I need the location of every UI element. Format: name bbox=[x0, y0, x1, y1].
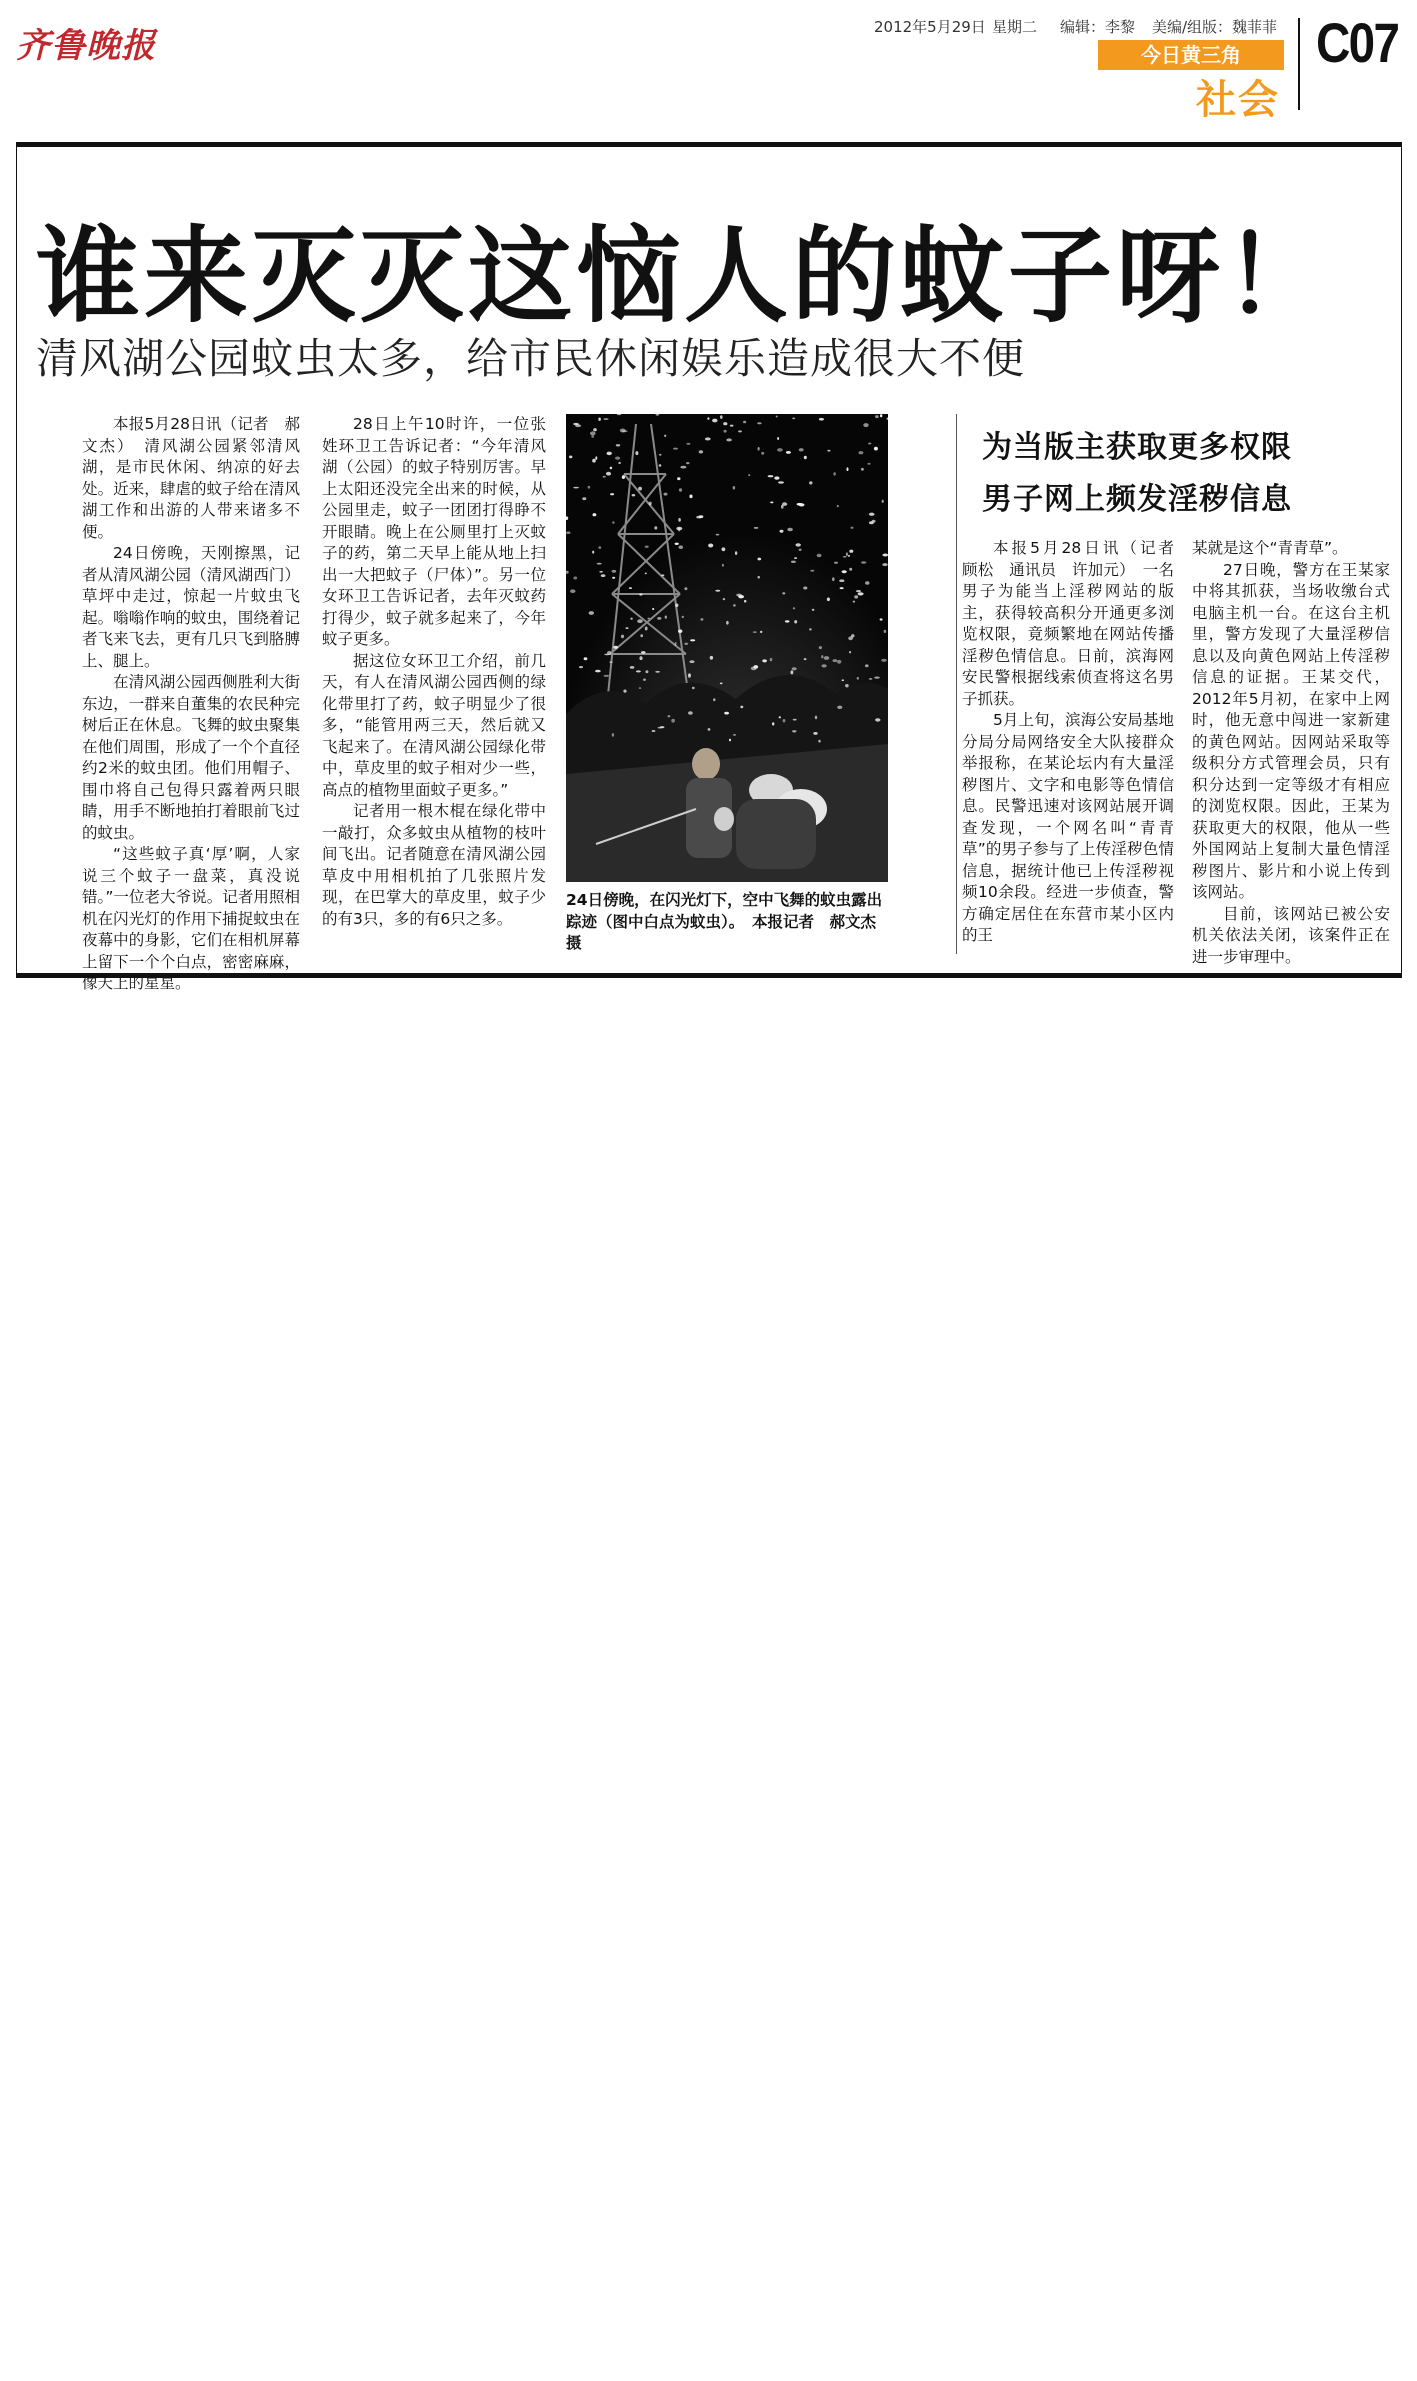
mosquito-dot bbox=[837, 505, 839, 507]
header-divider bbox=[1298, 18, 1300, 110]
mosquito-dot bbox=[652, 730, 656, 732]
mosquito-dot bbox=[729, 739, 731, 742]
mosquito-dot bbox=[785, 620, 790, 622]
mosquito-dot bbox=[861, 561, 866, 564]
mosquito-dot bbox=[726, 438, 732, 441]
mosquito-dot bbox=[791, 670, 794, 674]
mosquito-dot bbox=[817, 554, 822, 557]
mosquito-dot bbox=[882, 500, 884, 503]
mosquito-dot bbox=[754, 527, 759, 529]
mosquito-dot bbox=[733, 486, 735, 490]
mosquito-dot bbox=[833, 659, 838, 662]
sidebar-headline-1: 为当版主获取更多权限 bbox=[982, 430, 1292, 465]
mosquito-dot bbox=[786, 451, 791, 454]
mosquito-dot bbox=[842, 570, 847, 573]
mosquito-dot bbox=[777, 448, 783, 452]
mosquito-dot bbox=[819, 646, 822, 649]
mosquito-dot bbox=[827, 450, 830, 452]
mosquito-dot bbox=[780, 530, 784, 533]
mosquito-dot bbox=[639, 687, 642, 689]
paragraph: 某就是这个“青青草”。 bbox=[1192, 539, 1348, 557]
mosquito-dot bbox=[854, 595, 858, 598]
mosquito-dot bbox=[869, 678, 873, 680]
mosquito-dot bbox=[776, 416, 778, 418]
mosquito-dot bbox=[723, 422, 727, 425]
mosquito-dot bbox=[679, 488, 682, 491]
mosquito-dot bbox=[774, 476, 779, 479]
mosquito-dot bbox=[849, 568, 852, 571]
mosquito-dot bbox=[603, 476, 606, 478]
mosquito-dot bbox=[842, 679, 844, 681]
sidebar-column-1 bbox=[962, 538, 1190, 947]
mosquito-dot bbox=[772, 722, 774, 725]
mosquito-dot bbox=[803, 587, 807, 590]
mosquito-dot bbox=[699, 515, 704, 518]
mosquito-dot bbox=[743, 421, 746, 423]
mosquito-dot bbox=[875, 415, 879, 418]
mosquito-dot bbox=[859, 451, 864, 454]
mosquito-dot bbox=[813, 732, 817, 735]
mosquito-dot bbox=[592, 551, 594, 554]
mosquito-dot bbox=[664, 493, 668, 496]
mosquito-dot bbox=[733, 734, 736, 736]
mosquito-dot bbox=[643, 679, 646, 681]
mosquito-dot bbox=[655, 671, 660, 673]
mosquito-dot bbox=[849, 550, 853, 553]
mosquito-dot bbox=[615, 457, 620, 460]
mosquito-dot bbox=[595, 456, 597, 459]
mosquito-dot bbox=[760, 631, 762, 633]
mosquito-dot bbox=[649, 502, 652, 506]
mosquito-dot bbox=[833, 472, 836, 475]
mosquito-dot bbox=[770, 502, 773, 504]
mosquito-dot bbox=[791, 561, 796, 563]
mosquito-dot bbox=[858, 592, 864, 595]
mosquito-dot bbox=[792, 730, 796, 732]
mosquito-dot bbox=[613, 646, 618, 649]
mosquito-dot bbox=[874, 677, 880, 679]
mosquito-dot bbox=[758, 576, 760, 579]
mosquito-dot bbox=[678, 630, 682, 633]
mosquito-dot bbox=[738, 430, 742, 432]
mosquito-dot bbox=[783, 719, 786, 722]
mosquito-dot bbox=[630, 666, 635, 669]
mosquito-dot bbox=[819, 418, 824, 421]
mosquito-dot bbox=[874, 447, 878, 451]
mosquito-dot bbox=[688, 674, 691, 678]
mosquito-dot bbox=[688, 711, 693, 715]
mosquito-dot bbox=[686, 462, 689, 464]
mosquito-dot bbox=[797, 503, 803, 506]
mosquito-dot bbox=[641, 651, 646, 654]
mosquito-dot bbox=[588, 486, 591, 489]
mosquito-dot bbox=[639, 594, 642, 596]
mosquito-dot bbox=[593, 428, 597, 431]
mosquito-dot bbox=[715, 590, 720, 592]
mosquito-dot bbox=[686, 443, 690, 445]
mosquito-dot bbox=[699, 450, 703, 453]
mosquito-dot bbox=[758, 558, 762, 561]
sidebar-headline-2: 男子网上频发淫秽信息 bbox=[982, 482, 1292, 517]
mosquito-dot bbox=[607, 651, 611, 655]
paragraph: 27日晚，警方在王某家中将其抓获，当场收缴台式电脑主机一台。在这台主机里，警方发现了大量淫秽信息以及向黄色网站上传淫秽信息的证据。王某交代，2012年5月初，在家中上网时，他无意中闯进一家新建的黄色网站。因网站采取等级积分方式管理会员，只有积分达到一定等级才有相应的浏览权限。因此，王某为获取更大的权限，他从一些外国网站上复制大量色情淫秽图片、影片和小说上传到该网站。 bbox=[1192, 560, 1390, 901]
designer-credit: 美编/组版：魏菲菲 bbox=[1152, 18, 1278, 36]
mosquito-dot bbox=[636, 670, 641, 672]
mosquito-dot bbox=[652, 608, 654, 610]
mosquito-dot bbox=[690, 639, 695, 641]
article-subheadline: 清风湖公园蚊虫太多，给市民休闲娱乐造成很大不便 bbox=[36, 334, 1026, 383]
paragraph: “这些蚊子真‘厚’啊，人家说三个蚊子一盘菜，真没说错。”一位老大爷说。记者用照相机在闪光灯的作用下捕捉蚊虫在夜幕中的身影，它们在相机屏幕上留下一个个白点，密密麻麻，像天上的星星。 bbox=[82, 845, 300, 992]
editor-credit: 编辑：李黎 bbox=[1060, 18, 1136, 36]
mosquito-dot bbox=[570, 589, 575, 593]
mosquito-dot bbox=[793, 607, 795, 609]
paragraph: 本报5月28日讯（记者 顾松 通讯员 许加元） 一名男子为能当上淫秽网站的版主，获得较高积分开通更多浏览权限，竟频繁地在网站传播淫秽色情信息。日前，滨海网安民警根据线索侦查将这名男子抓获。 bbox=[962, 539, 1190, 708]
mosquito-dot bbox=[589, 611, 594, 615]
mosquito-dot bbox=[668, 715, 671, 717]
paragraph: 28日上午10时许，一位张姓环卫工告诉记者：“今年清风湖（公园）的蚊子特别厉害。早上太阳还没完全出来的时候，从公园里走，蚊子一团团打得睁不开眼睛。晚上在公厕里打上灭蚊子的药，第二天早上能从地上扫出一大把蚊子（尸体）”。另一位女环卫工告诉记者，去年灭蚊药打得少，蚊子就多起来了，今年蚊子更多。 bbox=[322, 415, 546, 648]
mosquito-dot bbox=[665, 616, 667, 619]
paragraph: 记者用一根木棍在绿化带中一敲打，众多蚊虫从植物的枝叶间飞出。记者随意在清风湖公园草皮中用相机拍了几张照片发现，在巴掌大的草皮里，蚊子少的有3只，多的有6只之多。 bbox=[322, 802, 546, 928]
mosquito-dot bbox=[664, 435, 666, 437]
mosquito-dot bbox=[622, 475, 625, 479]
mosquito-dot bbox=[875, 718, 880, 721]
mosquito-dot bbox=[778, 481, 784, 483]
mosquito-dot bbox=[604, 675, 610, 677]
mosquito-dot bbox=[671, 719, 675, 723]
mosquito-dot bbox=[792, 667, 797, 670]
mosquito-dot bbox=[720, 415, 723, 419]
mosquito-dot bbox=[659, 454, 661, 456]
mosquito-dot bbox=[584, 657, 588, 660]
mosquito-dot bbox=[818, 740, 820, 743]
mosquito-dot bbox=[645, 670, 648, 673]
mosquito-dot bbox=[837, 660, 841, 664]
mosquito-dot bbox=[708, 544, 713, 548]
mosquito-dot bbox=[762, 659, 767, 662]
mosquito-dot bbox=[799, 448, 804, 451]
mosquito-dot bbox=[592, 459, 596, 463]
mosquito-dot bbox=[612, 521, 614, 523]
mosquito-dot bbox=[748, 474, 750, 476]
mosquito-dot bbox=[675, 543, 679, 545]
mosquito-dot bbox=[724, 430, 727, 433]
mosquito-dot bbox=[599, 571, 603, 573]
mosquito-dot bbox=[857, 677, 859, 680]
mosquito-dot bbox=[612, 577, 615, 579]
mosquito-dot bbox=[601, 574, 606, 577]
mosquito-dot bbox=[722, 547, 726, 551]
mosquito-dot bbox=[606, 472, 611, 476]
paragraph: 目前，该网站已被公安机关依法关闭，该案件正在进一步审理中。 bbox=[1192, 904, 1390, 966]
mosquito-dot bbox=[730, 425, 734, 427]
mosquito-dot bbox=[768, 475, 774, 477]
mosquito-dot bbox=[677, 477, 680, 480]
mosquito-dot bbox=[659, 464, 662, 466]
mosquito-dot bbox=[832, 577, 835, 581]
mosquito-dot bbox=[630, 618, 632, 620]
mosquito-dot bbox=[708, 728, 711, 731]
mosquito-dot bbox=[616, 444, 620, 446]
section-tag: 今日黄三角 bbox=[1098, 40, 1284, 70]
paragraph: 5月上旬，滨海公安局基地分局分局网络安全大队接群众举报称，在某论坛内有大量淫秽图片、文字和电影等色情信息。民警迅速对该网站展开调查发现，一个网名叫“青青草”的男子参与了上传淫秽色情信息，据统计他已上传淫秽视频10余段。经进一步侦查，警方确定居住在东营市某小区内的王 bbox=[962, 711, 1174, 944]
mosquito-dot bbox=[869, 521, 874, 524]
paragraph: 据这位女环卫工介绍，前几天，有人在清风湖公园西侧的绿化带里打了药，蚊子明显少了很多，“能管用两三天，然后就又飞起来了。在清风湖公园绿化带中，草皮里的蚊子相对少一些，高点的植物里面蚊子更多。” bbox=[322, 651, 546, 799]
issue-date: 2012年5月29日 bbox=[874, 18, 986, 36]
mosquito-dot bbox=[794, 620, 797, 623]
mosquito-dot bbox=[707, 417, 709, 420]
mosquito-dot bbox=[590, 431, 596, 435]
mosquito-dot bbox=[787, 528, 793, 531]
mosquito-dot bbox=[782, 502, 787, 506]
mosquito-dot bbox=[837, 706, 842, 709]
mosquito-dot bbox=[853, 601, 855, 603]
mosquito-dot bbox=[724, 712, 729, 715]
mosquito-dot bbox=[623, 690, 626, 693]
mosquito-dot bbox=[640, 634, 643, 637]
mosquito-dot bbox=[804, 456, 807, 459]
mosquito-dot bbox=[658, 727, 663, 729]
mosquito-dot bbox=[610, 467, 612, 470]
mosquito-dot bbox=[595, 670, 601, 673]
mosquito-dot bbox=[593, 513, 597, 516]
mosquito-dot bbox=[812, 609, 815, 611]
mosquito-dot bbox=[598, 546, 601, 549]
mosquito-dot bbox=[678, 518, 681, 522]
mosquito-dot bbox=[612, 733, 614, 737]
mosquito-dot bbox=[573, 487, 579, 489]
mosquito-dot bbox=[884, 630, 887, 633]
photo-illustration bbox=[566, 414, 888, 882]
mosquito-dot bbox=[880, 414, 882, 417]
mosquito-dot bbox=[744, 600, 746, 603]
mosquito-dot bbox=[851, 527, 854, 529]
mosquito-dot bbox=[849, 651, 851, 653]
article-column-2 bbox=[322, 414, 546, 930]
mosquito-dot bbox=[824, 656, 830, 660]
mosquito-dot bbox=[848, 636, 853, 640]
mosquito-dot bbox=[794, 557, 797, 559]
mosquito-dot bbox=[635, 451, 638, 455]
mosquito-dot bbox=[882, 554, 888, 557]
mosquito-dot bbox=[845, 684, 849, 687]
mosquito-dot bbox=[713, 698, 715, 701]
mosquito-dot bbox=[804, 658, 807, 660]
mosquito-dot bbox=[684, 587, 687, 590]
mosquito-dot bbox=[846, 552, 848, 556]
mosquito-dot bbox=[738, 595, 744, 598]
mosquito-dot bbox=[821, 655, 823, 658]
mosquito-dot bbox=[753, 631, 757, 633]
sidebar-column-2 bbox=[1192, 538, 1390, 968]
mosquito-dot bbox=[839, 579, 844, 582]
mosquito-dot bbox=[639, 656, 642, 660]
mosquito-dot bbox=[675, 642, 677, 646]
mosquito-dot bbox=[682, 616, 684, 618]
mosquito-dot bbox=[869, 513, 875, 516]
newspaper-logo: 齐鲁晚报 bbox=[16, 26, 156, 66]
mosquito-dot bbox=[657, 617, 661, 620]
mosquito-dot bbox=[782, 592, 785, 594]
mosquito-dot bbox=[856, 590, 861, 592]
mosquito-dot bbox=[758, 447, 760, 451]
mosquito-dot bbox=[689, 495, 692, 499]
mosquito-dot bbox=[647, 618, 650, 620]
mosquito-dot bbox=[861, 468, 864, 471]
mosquito-dot bbox=[629, 587, 632, 589]
mosquito-dot bbox=[723, 598, 725, 600]
mosquito-dot bbox=[865, 581, 869, 584]
mosquito-dot bbox=[792, 418, 795, 420]
mosquito-dot bbox=[834, 562, 838, 564]
section-name: 社会 bbox=[1196, 77, 1280, 123]
mosquito-dot bbox=[716, 534, 720, 536]
mosquito-dot bbox=[710, 656, 713, 660]
mosquito-dot bbox=[582, 497, 586, 500]
mosquito-dot bbox=[863, 423, 868, 427]
mosquito-dot bbox=[700, 618, 703, 621]
photo-caption: 24日傍晚，在闪光灯下，空中飞舞的蚊虫露出踪迹（图中白点为蚊虫）。 本报记者 郝文杰 摄 bbox=[566, 891, 892, 952]
mosquito-dot bbox=[882, 563, 887, 566]
article-frame-right bbox=[1401, 147, 1402, 977]
mosquito-dot bbox=[654, 526, 657, 529]
mosquito-dot bbox=[881, 659, 887, 662]
mosquito-dot bbox=[726, 621, 729, 625]
article-headline: 谁来灭灭这恼人的蚊子呀！ bbox=[36, 215, 1333, 337]
mosquito-dot bbox=[569, 456, 572, 459]
mosquito-dot bbox=[796, 543, 801, 546]
mosquito-dot bbox=[609, 661, 612, 663]
mosquito-dot bbox=[680, 466, 686, 469]
mosquito-dot bbox=[848, 555, 850, 557]
mosquito-dot bbox=[815, 716, 817, 720]
mosquito-dot bbox=[843, 556, 847, 558]
mosquito-dot bbox=[607, 452, 612, 456]
mosquito-dot bbox=[598, 418, 601, 421]
mosquito-dot bbox=[777, 437, 779, 440]
mosquito-dot bbox=[822, 664, 827, 667]
mosquito-dot bbox=[793, 719, 797, 721]
paragraph: 24日傍晚，天刚擦黑，记者从清风湖公园（清风湖西门）草坪中走过，惊起一片蚊虫飞起。嗡嗡作响的蚊虫，围绕着记者飞来飞去，更有几只飞到胳膊上、腿上。 bbox=[82, 544, 300, 670]
mosquito-dot bbox=[880, 618, 883, 620]
mosquito-dot bbox=[867, 463, 870, 465]
issue-weekday: 星期二 bbox=[992, 18, 1038, 36]
mosquito-dot bbox=[626, 627, 629, 629]
mosquito-dot bbox=[679, 545, 684, 549]
mosquito-dot bbox=[622, 430, 628, 432]
mosquito-dot bbox=[684, 643, 688, 645]
mosquito-dot bbox=[597, 563, 602, 565]
mosquito-dot bbox=[827, 598, 830, 602]
mosquito-dot bbox=[661, 574, 664, 576]
mosquito-dot bbox=[740, 706, 743, 709]
article-column-1 bbox=[82, 414, 300, 995]
page-number: C07 bbox=[1316, 11, 1399, 74]
mosquito-dot bbox=[692, 687, 695, 689]
mosquito-dot bbox=[618, 462, 621, 464]
mosquito-dot bbox=[705, 437, 711, 440]
mosquito-night-photo bbox=[566, 414, 888, 882]
mosquito-dot bbox=[621, 635, 624, 639]
mosquito-dot bbox=[847, 467, 849, 471]
mosquito-dot bbox=[865, 664, 869, 667]
mosquito-dot bbox=[733, 604, 736, 607]
mosquito-dot bbox=[799, 549, 802, 551]
mosquito-dot bbox=[676, 527, 682, 531]
mosquito-dot bbox=[722, 564, 724, 567]
mosquito-dot bbox=[757, 422, 761, 424]
mosquito-dot bbox=[637, 619, 643, 623]
mosquito-dot bbox=[712, 419, 717, 423]
mosquito-dot bbox=[720, 683, 723, 685]
mosquito-dot bbox=[868, 443, 871, 445]
mosquito-dot bbox=[579, 666, 583, 668]
mosquito-dot bbox=[753, 665, 758, 669]
mosquito-dot bbox=[761, 452, 764, 455]
mosquito-dot bbox=[809, 628, 812, 630]
mosquito-dot bbox=[645, 573, 647, 575]
paragraph: 本报5月28日讯（记者 郝文杰） 清风湖公园紧邻清风湖，是市民休闲、纳凉的好去处。近来，肆虐的蚊子给在清风湖工作和出游的人带来诸多不便。 bbox=[82, 415, 300, 541]
paragraph: 在清风湖公园西侧胜利大街东边，一群来自董集的农民种完树后正在休息。飞舞的蚊虫聚集在他们周围，形成了一个个直径约2米的蚊虫团。他们用帽子、围巾将自己包得只露着两只眼睛，用手不断地拍打着眼前飞过的蚊虫。 bbox=[82, 673, 300, 842]
mosquito-dot bbox=[591, 435, 594, 437]
mosquito-dot bbox=[735, 551, 737, 555]
mosquito-dot bbox=[638, 487, 642, 491]
article-frame-top bbox=[16, 142, 1402, 147]
article-frame-left bbox=[16, 147, 17, 977]
mosquito-dot bbox=[809, 481, 812, 484]
mosquito-dot bbox=[603, 418, 608, 420]
mosquito-dot bbox=[575, 424, 581, 427]
mosquito-dot bbox=[770, 658, 773, 661]
mosquito-dot bbox=[566, 531, 570, 534]
sidebar-divider bbox=[956, 414, 957, 954]
mosquito-dot bbox=[612, 570, 617, 573]
mosquito-dot bbox=[675, 604, 678, 608]
mosquito-dot bbox=[840, 587, 844, 589]
mosquito-dot bbox=[645, 627, 648, 631]
mosquito-dot bbox=[779, 716, 781, 718]
mosquito-dot bbox=[645, 546, 649, 548]
mosquito-dot bbox=[810, 570, 814, 572]
mosquito-dot bbox=[610, 493, 614, 495]
mosquito-dot bbox=[573, 577, 577, 580]
mosquito-dot bbox=[673, 448, 678, 450]
mosquito-dot bbox=[632, 494, 636, 496]
mosquito-dot bbox=[689, 660, 694, 663]
